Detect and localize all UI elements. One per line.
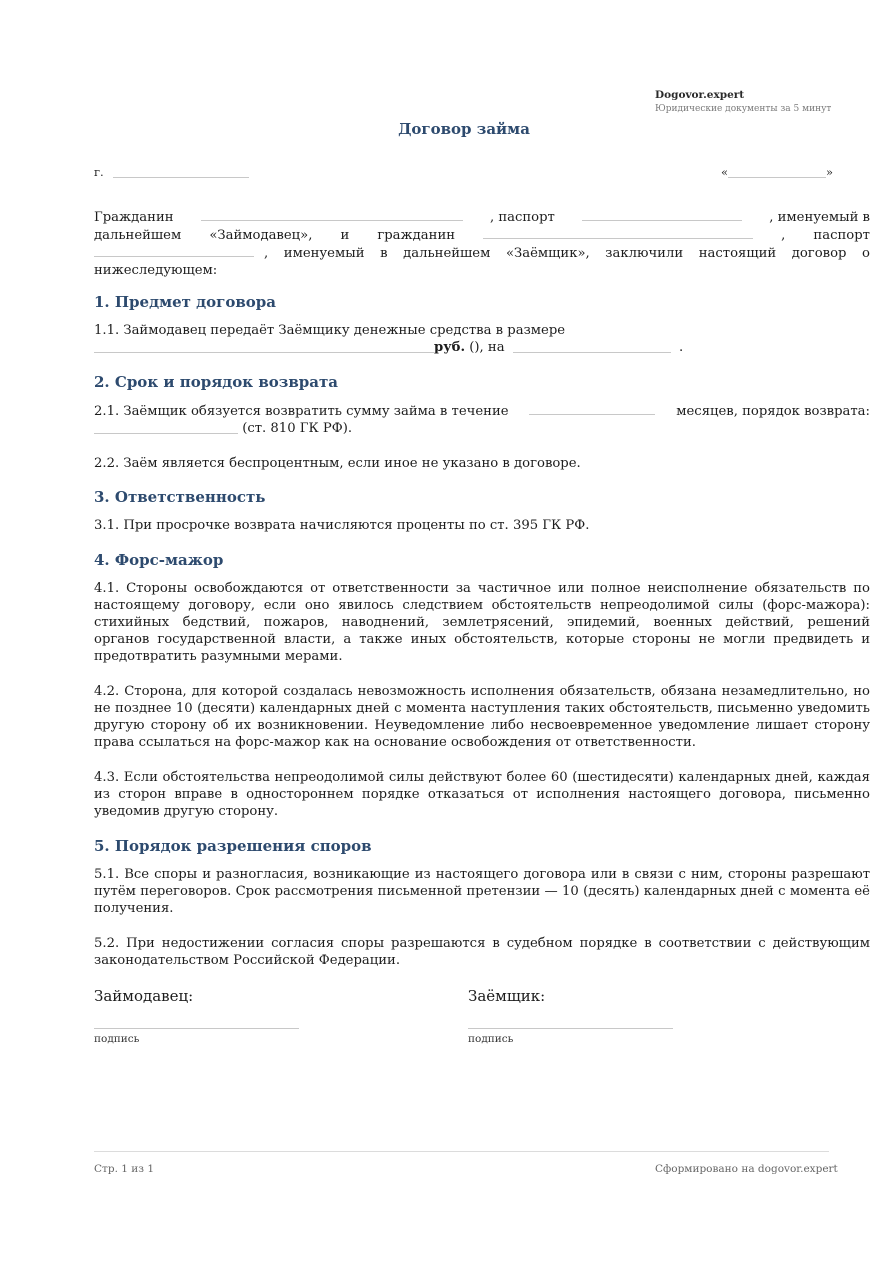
section-1-heading: 1. Предмет договора [94,293,276,311]
clause-4-3-line: уведомив другую сторону. [94,804,279,819]
borrower-passport-blank [94,244,254,257]
lender-signature-block [94,986,314,1045]
clause-5-1-line: путём переговоров. Срок рассмотрения письменной претензии — 10 (десять) календарных дней с момента её [94,884,870,899]
place-line [94,165,249,179]
clause-5-2-line: законодательством Российской Федерации. [94,953,401,968]
footer-generated-note: Сформировано на dogovor.expert [655,1163,838,1175]
date-close-quote: » [826,165,834,179]
borrower-signature-title: Заёмщик: [468,987,546,1005]
footer-divider [94,1151,829,1152]
amount-blank [94,340,434,353]
lender-signature-line [94,1028,299,1029]
section-1-body [94,322,870,356]
clause-5-1-line: получения. [94,901,174,916]
section-3-heading: 3. Ответственность [94,488,266,506]
clause-5-1-line: 5.1. Все споры и разногласия, возникающие из настоящего договора или в связи с ним, стороны разрешают [94,867,870,882]
borrower-signature-line [468,1028,673,1029]
clause-2-1-cont: (ст. 810 ГК РФ). [94,420,870,437]
clause-5-2-line: 5.2. При недостижении согласия споры разрешаются в судебном порядке в соответствии с действующим [94,936,870,951]
clause-4-2-line: другую сторону об их возникновении. Неуведомление либо несвоевременное уведомление лишает сторону [94,718,870,733]
place-blank [113,165,249,178]
borrower-signature-caption: подпись [468,1033,514,1045]
clause-1-1: 1.1. Займодавец передаёт Заёмщику денежные средства в размере [94,323,566,338]
clause-4-2-line: права ссылаться на форс-мажор как на основание освобождения от ответственности. [94,735,696,750]
clause-4-3-line: 4.3. Если обстоятельства непреодолимой силы действуют более 60 (шестидесяти) календарных дней, каждая [94,770,870,785]
clause-4-1-line: настоящему договору, если оно явилось следствием обстоятельств непреодолимой силы (форс-мажора): [94,598,870,613]
date-line [721,165,833,179]
section-2-body [94,402,870,472]
lender-name-blank [201,208,463,221]
clause-4-1-line: 4.1. Стороны освобождаются от ответственности за частичное или полное неисполнение обязательств по [94,581,870,596]
lender-signature-caption: подпись [94,1033,140,1045]
preamble [94,208,870,279]
brand-name: Dogovor.expert [655,89,745,101]
clause-4-2-line: не позднее 10 (десяти) календарных дней с момента наступления таких обстоятельств, письменно уведомить [94,701,870,716]
section-4-heading: 4. Форс-мажор [94,551,224,569]
place-prefix: г. [94,165,104,179]
section-5-heading: 5. Порядок разрешения споров [94,837,372,855]
clause-4-3-line: из сторон вправе в одностороннем порядке отказаться от исполнения настоящего договора, письменно [94,787,870,802]
preamble-line-2: дальнейшем «Займодавец», и гражданин , паспорт [94,228,870,243]
purpose-blank [513,340,671,353]
date-open-quote: « [721,165,729,179]
section-4-body [94,580,870,820]
preamble-line-4: нижеследующем: [94,263,218,278]
date-blank [728,165,826,178]
return-method-blank [94,421,238,434]
clause-2-2: 2.2. Заём является беспроцентным, если иное не указано в договоре. [94,456,581,471]
clause-4-1-line: стихийных бедствий, пожаров, наводнений, землетрясений, эпидемий, военных действий, решений [94,615,870,630]
clause-4-1-line: предотвратить разумными мерами. [94,649,343,664]
document-title: Договор займа [398,120,530,138]
term-blank [529,402,655,415]
borrower-signature-block [468,986,688,1045]
clause-4-1-line: органов государственной власти, а также иных обстоятельств, которые стороны не могли предвидеть и [94,632,870,647]
brand-tagline: Юридические документы за 5 минут [655,104,832,114]
lender-signature-title: Займодавец: [94,987,194,1005]
lender-passport-blank [582,208,742,221]
clause-2-1: 2.1. Заёмщик обязуется возвратить сумму займа в течение месяцев, порядок возврата: [94,404,870,419]
clause-4-2-line: 4.2. Сторона, для которой создалась невозможность исполнения обязательств, обязана незамедлительно, но [94,684,870,699]
footer-page-number: Стр. 1 из 1 [94,1163,155,1175]
clause-3-1: 3.1. При просрочке возврата начисляются проценты по ст. 395 ГК РФ. [94,518,590,533]
section-5-body [94,866,870,969]
brand-block [655,88,855,116]
preamble-line-3: , именуемый в дальнейшем «Заёмщик», заключили настоящий договор о [94,244,870,262]
borrower-name-blank [483,226,753,239]
preamble-line-1: Гражданин , паспорт , именуемый в [94,210,870,225]
clause-1-1-cont: руб. (), на . [94,339,870,356]
section-2-heading: 2. Срок и порядок возврата [94,373,338,391]
section-3-body [94,517,870,534]
